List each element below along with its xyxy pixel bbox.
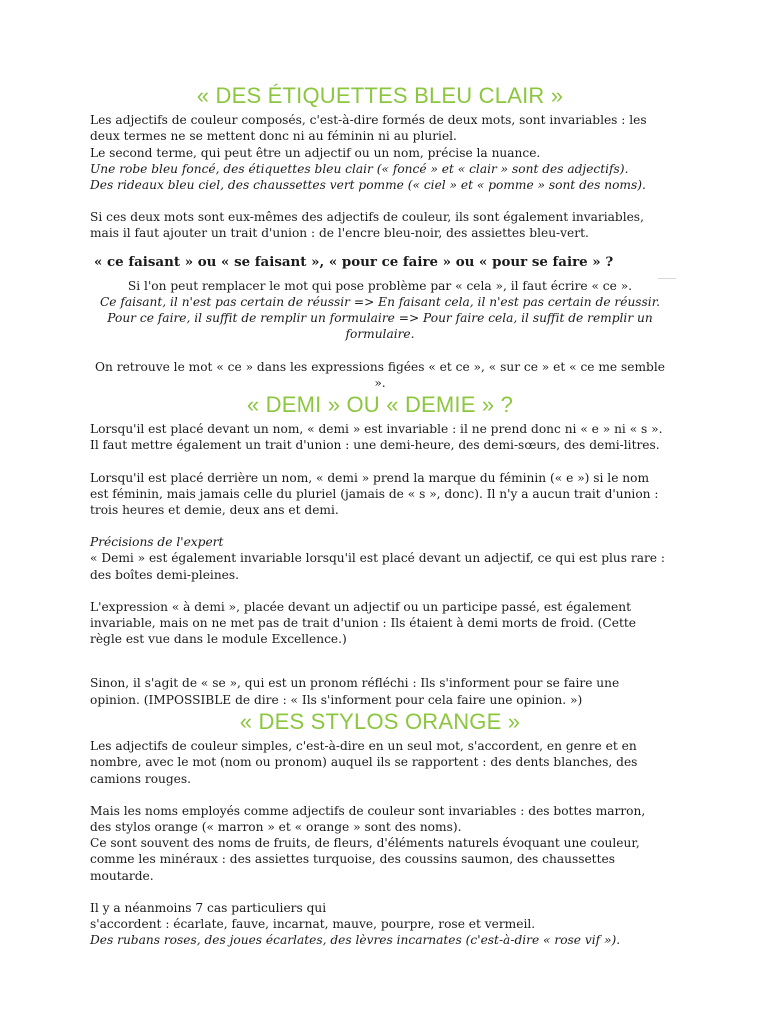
section-title-demi: « DEMI » OU « DEMIE » ? — [246, 392, 514, 418]
s3-cas-particuliers: Il y a néanmoins 7 cas particuliers qui — [90, 900, 327, 915]
s1-paragraph-1: Les adjectifs de couleur composés, c'est-à-dire formés de deux mots, sont invariables : les deux termes ne se mettent donc ni au féminin ni au pluriel. — [90, 113, 647, 144]
ce-rule-text: Si l'on peut remplacer le mot qui pose problème par « cela », il faut écrire « ce ». — [127, 278, 633, 293]
s1-example-2: Des rideaux bleu ciel, des chaussettes vert pomme (« ciel » et « pomme » sont des noms). — [90, 178, 646, 193]
s3-accord-list: s'accordent : écarlate, fauve, incarnat, mauve, pourpre, rose et vermeil. — [90, 916, 536, 931]
s3-paragraph-noms: Mais les noms employés comme adjectifs de couleur sont invariables : des bottes marron, des stylos orange (« marron » et « orange » sont des noms). — [90, 803, 646, 834]
s3-paragraph-simples: Les adjectifs de couleur simples, c'est-à-dire en un seul mot, s'accordent, en genre et en nombre, avec le mot (nom ou pronom) auquel ils se rapportent : des dents blanches, des camions rouges. — [90, 739, 638, 786]
document-page — [90, 0, 670, 948]
s2-expert-text: « Demi » est également invariable lorsqu'il est placé devant un adjectif, ce qui est plus rare : des boîtes demi-pleines. — [90, 551, 665, 582]
decorative-rule — [658, 278, 676, 279]
s1-paragraph-compound: Si ces deux mots sont eux-mêmes des adjectifs de couleur, ils sont également invariables, mais il faut ajouter un trait d'union : de l'encre bleu-noir, des assiettes bleu-vert. — [90, 210, 644, 241]
s2-a-demi-text: L'expression « à demi », placée devant un adjectif ou un participe passé, est également invariable, mais on ne met pas de trait d'union : Ils étaient à demi morts de froid. (Cette règle est vue dans le module Excellence.) — [90, 599, 636, 647]
ce-example-1: Ce faisant, il n'est pas certain de réussir => En faisant cela, il n'est pas certain de réussir. — [99, 295, 661, 310]
s2-paragraph-devant: Lorsqu'il est placé devant un nom, « demi » est invariable : il ne prend donc ni « e » ni « s ». Il faut mettre également un trait d'union : une demi-heure, des demi-sœurs, des demi-litres. — [90, 422, 663, 453]
section-title-etiquettes: « DES ÉTIQUETTES BLEU CLAIR » — [196, 83, 564, 108]
s2-se-text: Sinon, il s'agit de « se », qui est un pronom réfléchi : Ils s'informent pour se faire une opinion. (IMPOSSIBLE de dire : « Ils s'informent pour cela faire une opinion. ») — [90, 676, 620, 707]
subheading-ce-se-faisant: « ce faisant » ou « se faisant », « pour ce faire » ou « pour se faire » ? — [94, 253, 614, 270]
s2-paragraph-derriere: Lorsqu'il est placé derrière un nom, « demi » prend la marque du féminin (« e ») si le nom est féminin, mais jamais celle du pluriel (jamais de « s », donc). Il n'y a aucun trait d'union : trois heures et demie, deux ans et demi. — [90, 470, 659, 518]
section-title-stylos-orange: « DES STYLOS ORANGE » — [239, 708, 521, 734]
s3-example: Des rubans roses, des joues écarlates, des lèvres incarnates (c'est-à-dire « rose vif »). — [90, 933, 621, 948]
s3-paragraph-fruits: Ce sont souvent des noms de fruits, de fleurs, d'éléments naturels évoquant une couleur, comme les minéraux : des assiettes turquoise, des coussins saumon, des chaussettes moutarde. — [90, 836, 640, 883]
s1-example-1: Une robe bleu foncé, des étiquettes bleu clair (« foncé » et « clair » sont des adjectifs). — [90, 161, 629, 176]
ce-example-2: Pour ce faire, il suffit de remplir un formulaire => Pour faire cela, il suffit de remplir un formulaire. — [107, 311, 653, 342]
s1-paragraph-2: Le second terme, qui peut être un adjectif ou un nom, précise la nuance. — [90, 145, 541, 160]
s2-expert-heading: Précisions de l'expert — [90, 535, 224, 550]
ce-fixed-expressions: On retrouve le mot « ce » dans les expressions figées « et ce », « sur ce » et « ce me semble ». — [95, 359, 665, 390]
